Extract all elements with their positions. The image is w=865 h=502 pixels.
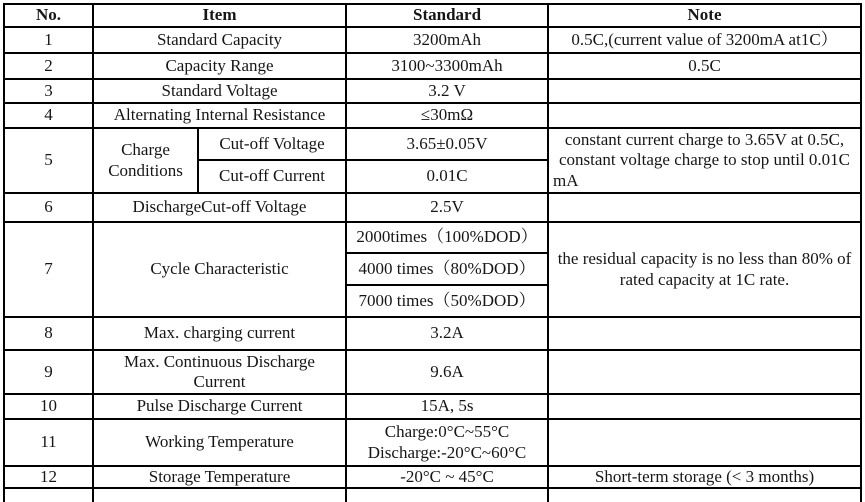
cell-no: 1: [4, 27, 93, 53]
header-note: Note: [548, 4, 861, 27]
cell-note: the residual capacity is no less than 80% of rated capacity at 1C rate.: [548, 222, 861, 317]
cell-item: Pulse Discharge Current: [93, 394, 346, 419]
cell-item: Standard Voltage: [93, 79, 346, 103]
cell-no: 4: [4, 103, 93, 128]
cell-sub-item: Cut-off Voltage: [198, 128, 346, 160]
cell-note: [548, 103, 861, 128]
table-row: [4, 222, 861, 253]
header-no: No.: [4, 4, 93, 27]
cell-standard: 3100~3300mAh: [346, 53, 548, 79]
cell-standard: -20°C ~ 45°C: [346, 466, 548, 488]
cell-no: 10: [4, 394, 93, 419]
cell-no: 12: [4, 466, 93, 488]
table-row: [4, 53, 861, 79]
battery-spec-table: [3, 3, 862, 502]
cell-standard: 0.01C: [346, 160, 548, 193]
cell-standard: 2000times（100%DOD）: [346, 222, 548, 253]
cell-no: 11: [4, 419, 93, 466]
cell-no: 5: [4, 128, 93, 193]
table-row: [4, 103, 861, 128]
cell-note: 0.5C: [548, 53, 861, 79]
table-row: [4, 128, 861, 160]
cell-no: 7: [4, 222, 93, 317]
header-row: [4, 4, 861, 27]
cell-item: Storage Temperature: [93, 466, 346, 488]
cell-item-group: Charge Conditions: [93, 128, 198, 193]
table-row: [4, 466, 861, 488]
cell-no: 8: [4, 317, 93, 350]
cell-standard: 3.2A: [346, 317, 548, 350]
cell-note: [548, 193, 861, 222]
cell-standard: [346, 419, 548, 466]
cell-standard: 15A, 5s: [346, 394, 548, 419]
cell-no: 3: [4, 79, 93, 103]
cell-no: [4, 488, 93, 502]
cell-sub-item: Cut-off Current: [198, 160, 346, 193]
table-row: [4, 27, 861, 53]
cell-standard: 7000 times（50%DOD）: [346, 285, 548, 317]
table-row: [4, 394, 861, 419]
cell-note: [548, 317, 861, 350]
table-row: [4, 193, 861, 222]
cell-standard: 2.5V: [346, 193, 548, 222]
cell-standard: 9.6A: [346, 350, 548, 394]
cell-standard: 3.65±0.05V: [346, 128, 548, 160]
header-item: Item: [93, 4, 346, 27]
table-row: [4, 317, 861, 350]
cell-standard: 3.2 V: [346, 79, 548, 103]
cell-item: [93, 488, 346, 502]
table-row-clipped: [4, 488, 861, 502]
cell-item: DischargeCut-off Voltage: [93, 193, 346, 222]
cell-standard: 4000 times（80%DOD）: [346, 253, 548, 285]
standard-line-charge: Charge:0°C~55°C: [384, 422, 510, 442]
header-standard: Standard: [346, 4, 548, 27]
table-row: [4, 350, 861, 394]
cell-note: constant current charge to 3.65V at 0.5C, constant voltage charge to stop until 0.01C mA: [548, 128, 861, 193]
cell-item: Alternating Internal Resistance: [93, 103, 346, 128]
cell-item: Cycle Characteristic: [93, 222, 346, 317]
cell-item: Capacity Range: [93, 53, 346, 79]
cell-item: Standard Capacity: [93, 27, 346, 53]
cell-item: Max. Continuous Discharge Current: [93, 350, 346, 394]
cell-standard: 3200mAh: [346, 27, 548, 53]
cell-no: 6: [4, 193, 93, 222]
cell-note: 0.5C,(current value of 3200mA at1C）: [548, 27, 861, 53]
cell-note: [548, 488, 861, 502]
table-row: [4, 79, 861, 103]
cell-no: 2: [4, 53, 93, 79]
cell-note: Short-term storage (< 3 months): [548, 466, 861, 488]
cell-no: 9: [4, 350, 93, 394]
table-row: [4, 419, 861, 466]
cell-note: [548, 350, 861, 394]
standard-line-discharge: Discharge:-20°C~60°C: [367, 442, 527, 462]
cell-item: Max. charging current: [93, 317, 346, 350]
cell-standard: [346, 488, 548, 502]
cell-note: [548, 419, 861, 466]
cell-note: [548, 394, 861, 419]
cell-note: [548, 79, 861, 103]
cell-item: Working Temperature: [93, 419, 346, 466]
cell-standard: ≤30mΩ: [346, 103, 548, 128]
